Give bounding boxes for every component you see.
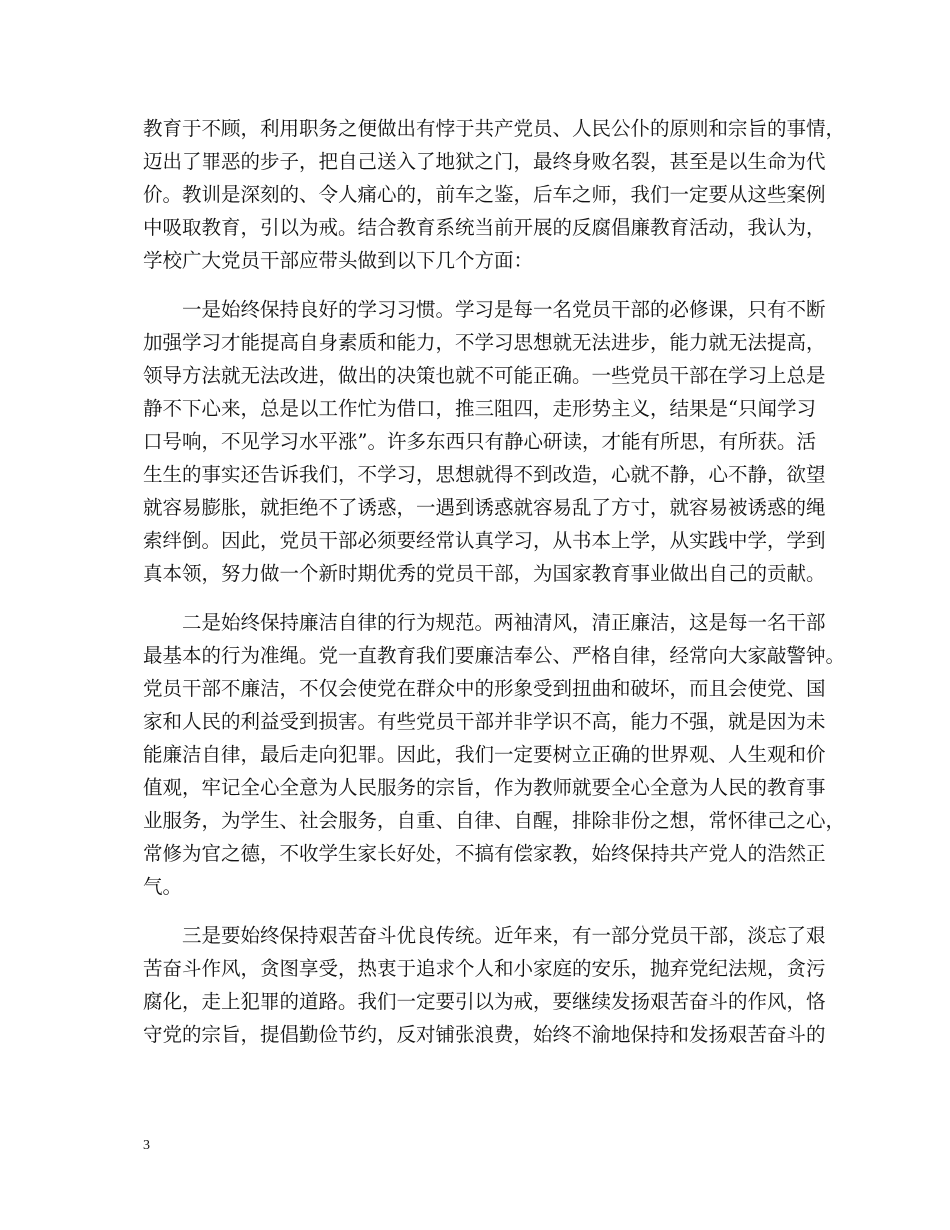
text-line: 三是要始终保持艰苦奋斗优良传统。近年来，有一部分党员干部，淡忘了艰 (143, 924, 826, 947)
text-line: 就容易膨胀，就拒绝不了诱惑，一遇到诱惑就容易乱了方寸，就容易被诱惑的绳 (143, 496, 826, 519)
text-line: 最基本的行为准绳。党一直教育我们要廉洁奉公、严格自律，经常向大家敲警钟。 (143, 644, 846, 667)
text-line: 苦奋斗作风，贪图享受，热衷于追求个人和小家庭的安乐，抛弃党纪法规，贪污 (143, 957, 826, 980)
text-line: 索绊倒。因此，党员干部必须要经常认真学习，从书本上学，从实践中学，学到 (143, 529, 826, 552)
text-line: 二是始终保持廉洁自律的行为规范。两袖清风，清正廉洁，这是每一名干部 (143, 611, 826, 634)
text-line: 中吸取教育，引以为戒。结合教育系统当前开展的反腐倡廉教育活动，我认为， (143, 216, 826, 239)
text-line: 加强学习才能提高自身素质和能力，不学习思想就无法进步，能力就无法提高， (143, 331, 826, 354)
text-line: 能廉洁自律，最后走向犯罪。因此，我们一定要树立正确的世界观、人生观和价 (143, 743, 826, 766)
text-line: 气。 (143, 875, 183, 898)
text-line: 守党的宗旨，提倡勤俭节约，反对铺张浪费，始终不渝地保持和发扬艰苦奋斗的 (143, 1023, 826, 1046)
text-line: 静不下心来，总是以工作忙为借口，推三阻四，走形势主义，结果是“只闻学习 (143, 397, 816, 420)
text-line: 一是始终保持良好的学习习惯。学习是每一名党员干部的必修课，只有不断 (143, 298, 826, 321)
text-line: 学校广大党员干部应带头做到以下几个方面： (143, 249, 534, 272)
text-line: 值观，牢记全心全意为人民服务的宗旨，作为教师就要全心全意为人民的教育事 (143, 776, 826, 799)
text-line: 口号响，不见学习水平涨”。许多东西只有静心研读，才能有所思，有所获。活 (143, 430, 816, 453)
text-line: 常修为官之德，不收学生家长好处，不搞有偿家教，始终保持共产党人的浩然正 (143, 842, 826, 865)
text-line: 业服务，为学生、社会服务，自重、自律、自醒，排除非份之想，常怀律己之心， (143, 809, 846, 832)
text-line: 迈出了罪恶的步子，把自己送入了地狱之门，最终身败名裂，甚至是以生命为代 (143, 150, 826, 173)
text-line: 腐化，走上犯罪的道路。我们一定要引以为戒，要继续发扬艰苦奋斗的作风，恪 (143, 990, 826, 1013)
text-line: 党员干部不廉洁，不仅会使党在群众中的形象受到扭曲和破坏，而且会使党、国 (143, 677, 826, 700)
text-line: 领导方法就无法改进，做出的决策也就不可能正确。一些党员干部在学习上总是 (143, 364, 826, 387)
text-line: 家和人民的利益受到损害。有些党员干部并非学识不高，能力不强，就是因为未 (143, 710, 826, 733)
page-number: 3 (143, 1138, 150, 1153)
text-line: 价。教训是深刻的、令人痛心的，前车之鉴，后车之师，我们一定要从这些案例 (143, 183, 826, 206)
text-line: 教育于不顾，利用职务之便做出有悖于共产党员、人民公仆的原则和宗旨的事情， (143, 117, 846, 140)
text-line: 生生的事实还告诉我们，不学习，思想就得不到改造，心就不静，心不静，欲望 (143, 463, 826, 486)
text-line: 真本领，努力做一个新时期优秀的党员干部，为国家教育事业做出自己的贡献。 (143, 562, 826, 585)
